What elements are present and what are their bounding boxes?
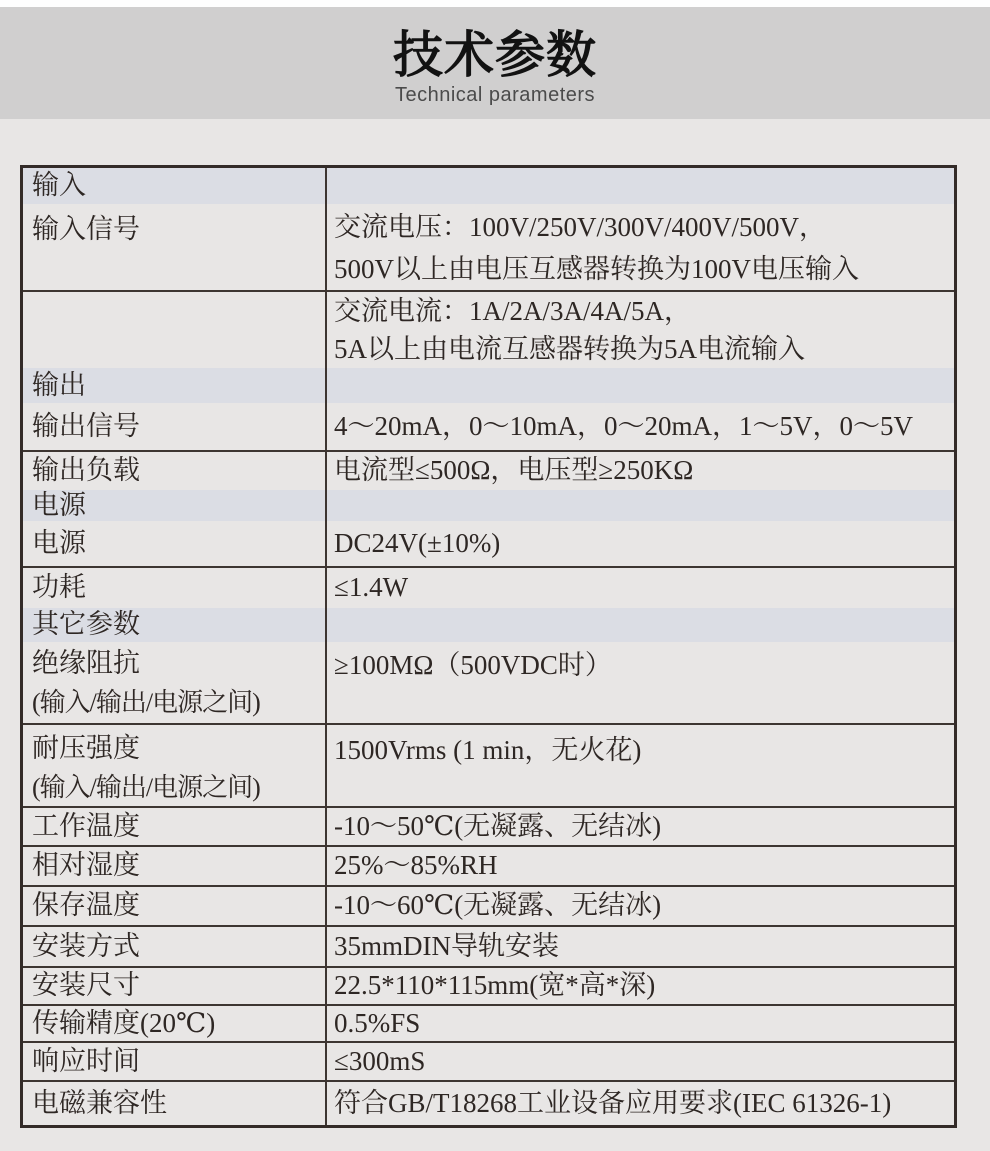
param-value-cell	[325, 403, 954, 450]
param-value-cell	[325, 927, 954, 966]
param-value: -10～60℃(无凝露、无结冰)	[334, 890, 662, 921]
table-row-output-signal	[23, 403, 954, 450]
param-name-cell	[23, 1082, 325, 1125]
param-value: 1500Vrms (1 min，无火花)	[334, 735, 642, 765]
param-label: 电源	[32, 527, 86, 558]
param-label: 响应时间	[32, 1045, 140, 1076]
param-value-cell	[325, 1043, 954, 1080]
table-row-power-consumption	[23, 566, 954, 608]
param-name-cell	[23, 403, 325, 450]
param-value-cell	[325, 847, 954, 885]
param-sublabel: (输入/输出/电源之间)	[32, 688, 260, 717]
param-value: 0.5%FS	[334, 1007, 421, 1038]
param-name-cell	[23, 887, 325, 925]
table-row-mounting-size	[23, 966, 954, 1004]
param-value: -10～50℃(无凝露、无结冰)	[334, 810, 662, 841]
section-label: 输出	[32, 369, 86, 400]
section-empty-cell	[325, 368, 954, 403]
param-value: 符合GB/T18268工业设备应用要求(IEC 61326-1)	[334, 1087, 892, 1118]
section-empty-cell	[325, 608, 954, 642]
title-band	[0, 7, 990, 119]
param-name-cell	[23, 1043, 325, 1080]
param-value: ≤1.4W	[334, 572, 409, 603]
param-label: 保存温度	[32, 890, 140, 921]
section-row-other	[23, 608, 954, 642]
param-label: 安装尺寸	[32, 970, 140, 1001]
section-row-power	[23, 490, 954, 521]
section-label: 其它参数	[32, 609, 140, 640]
param-value-cell	[325, 887, 954, 925]
section-label: 电源	[32, 489, 86, 520]
param-value-cell	[325, 292, 954, 368]
param-value: 22.5*110*115mm(宽*高*深)	[334, 970, 656, 1001]
param-value-line: 交流电压：100V/250V/300V/400V/500V，	[334, 212, 826, 242]
param-value: 25%～85%RH	[334, 850, 498, 881]
param-label: 输入信号	[32, 214, 140, 244]
param-value: ≥100MΩ（500VDC时）	[334, 650, 612, 680]
section-label: 输入	[32, 170, 86, 201]
param-value-cell	[325, 725, 954, 806]
param-name-cell	[23, 292, 325, 368]
param-name-cell	[23, 521, 325, 566]
table-row-power-supply	[23, 521, 954, 566]
param-name-cell	[23, 927, 325, 966]
param-label: 相对湿度	[32, 850, 140, 881]
param-value-cell	[325, 642, 954, 723]
param-label: 输出负载	[32, 455, 140, 486]
section-label-cell	[23, 490, 325, 521]
table-row-relative-humidity	[23, 845, 954, 885]
param-value: 35mmDIN导轨安装	[334, 930, 559, 961]
param-label: 电磁兼容性	[32, 1087, 167, 1118]
param-label: 工作温度	[32, 810, 140, 841]
table-row-transfer-accuracy	[23, 1004, 954, 1041]
param-name-cell	[23, 968, 325, 1004]
param-label: 耐压强度	[32, 733, 140, 763]
table-row-input-signal	[23, 204, 954, 290]
param-name-cell	[23, 725, 325, 806]
section-empty-cell	[325, 168, 954, 204]
param-name-cell	[23, 204, 325, 290]
table-row-insulation-resistance	[23, 642, 954, 723]
param-name-cell	[23, 847, 325, 885]
section-row-output	[23, 368, 954, 403]
param-label: 安装方式	[32, 930, 140, 961]
spec-table	[20, 165, 957, 1128]
table-row-working-temp	[23, 806, 954, 845]
table-row-mounting-method	[23, 925, 954, 966]
param-name-cell	[23, 1006, 325, 1041]
param-value-cell	[325, 452, 954, 490]
param-value-cell	[325, 568, 954, 608]
table-row-response-time	[23, 1041, 954, 1080]
param-value-cell	[325, 1082, 954, 1125]
param-name-cell	[23, 808, 325, 845]
param-name-cell	[23, 568, 325, 608]
table-row-input-current	[23, 290, 954, 368]
param-label: 绝缘阻抗	[32, 648, 140, 678]
param-name-cell	[23, 642, 325, 723]
param-value-cell	[325, 204, 954, 290]
section-label-cell	[23, 368, 325, 403]
section-empty-cell	[325, 490, 954, 521]
param-label: 输出信号	[32, 410, 140, 441]
param-value: DC24V(±10%)	[334, 527, 501, 558]
table-row-emc	[23, 1080, 954, 1125]
table-row-storage-temp	[23, 885, 954, 925]
param-label: 传输精度(20℃)	[32, 1007, 216, 1038]
page-subtitle: Technical parameters	[394, 84, 596, 107]
param-value-line: 交流电流：1A/2A/3A/4A/5A，	[334, 296, 691, 326]
param-value-cell	[325, 968, 954, 1004]
param-name-cell	[23, 452, 325, 490]
param-value-cell	[325, 1006, 954, 1041]
page-title: 技术参数	[393, 26, 597, 83]
param-value: 电流型≤500Ω，电压型≥250KΩ	[334, 455, 694, 486]
param-value-cell	[325, 808, 954, 845]
param-value-cell	[325, 521, 954, 566]
param-sublabel: (输入/输出/电源之间)	[32, 773, 260, 802]
table-row-output-load	[23, 450, 954, 490]
param-value: 4～20mA，0～10mA，0～20mA，1～5V，0～5V	[334, 410, 913, 441]
section-label-cell	[23, 168, 325, 204]
top-white-strip	[0, 0, 990, 7]
section-label-cell	[23, 608, 325, 642]
param-value: ≤300mS	[334, 1045, 426, 1076]
table-row-withstand-voltage	[23, 723, 954, 806]
param-label: 功耗	[32, 572, 86, 603]
param-value-line: 5A以上由电流互感器转换为5A电流输入	[334, 334, 805, 364]
section-row-input	[23, 168, 954, 204]
param-value-line: 500V以上由电压互感器转换为100V电压输入	[334, 254, 859, 284]
